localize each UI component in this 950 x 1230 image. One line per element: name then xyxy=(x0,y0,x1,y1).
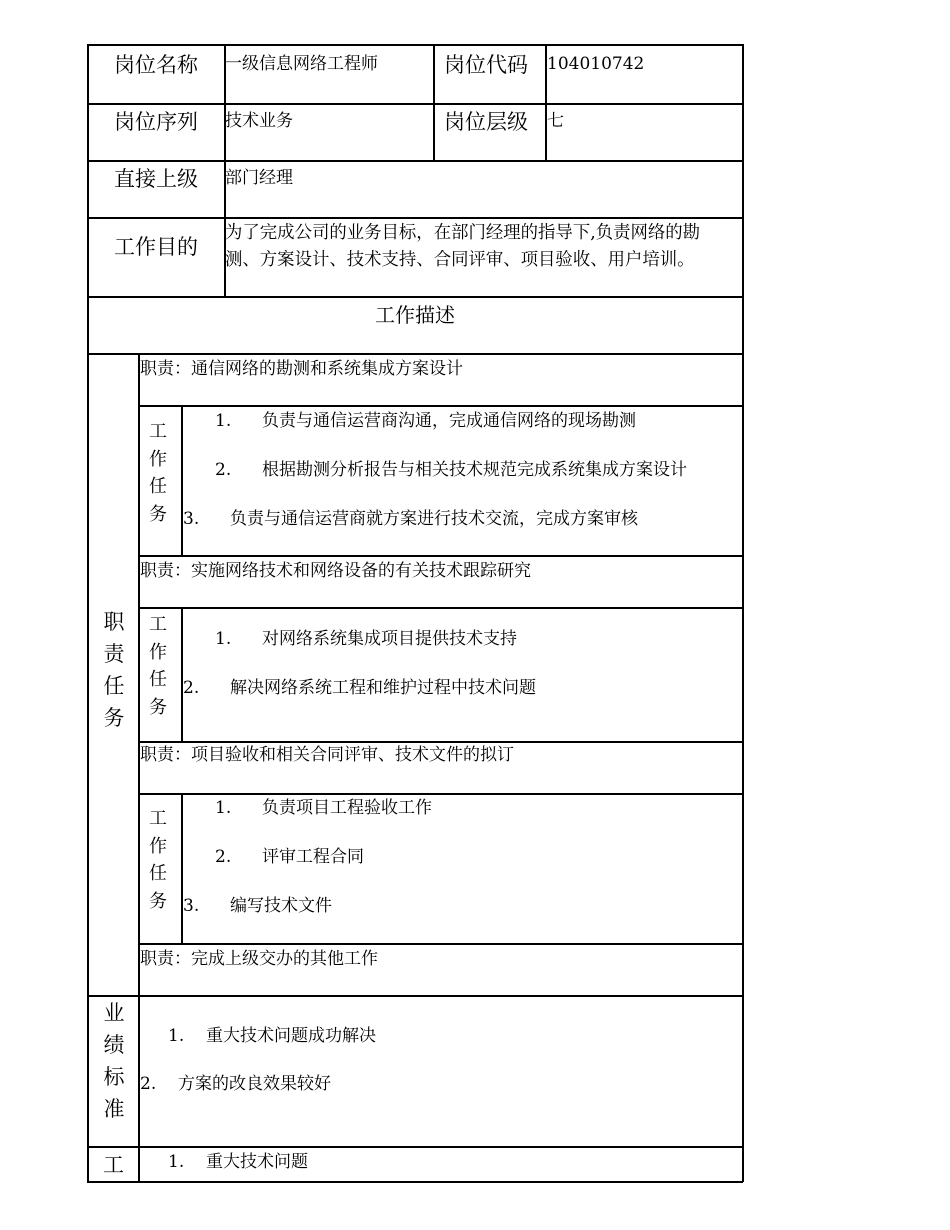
duty-1-task-2-text: 根据勘测分析报告与相关技术规范完成系统集成方案设计 xyxy=(262,460,687,480)
duty-2-task-1-text: 对网络系统集成项目提供技术支持 xyxy=(262,629,517,649)
duty-3-task-1-text: 负责项目工程验收工作 xyxy=(262,798,432,818)
duty-1-task-1-text: 负责与通信运营商沟通，完成通信网络的现场勘测 xyxy=(262,411,636,431)
duty-3-task-label: 工作任务 xyxy=(149,808,167,912)
duty-2-title: 职责：实施网络技术和网络设备的有关技术跟踪研究 xyxy=(140,561,531,581)
position-series-label: 岗位序列 xyxy=(114,110,198,134)
position-code-value: 104010742 xyxy=(547,54,645,74)
performance-item-2-text: 方案的改良效果较好 xyxy=(178,1074,331,1094)
duty-1-task-2-num: 2. xyxy=(215,460,232,480)
work-scope-label: 工 xyxy=(103,1153,124,1177)
superior-label: 直接上级 xyxy=(114,167,198,191)
purpose-label: 工作目的 xyxy=(114,235,198,259)
duty-4-title: 职责：完成上级交办的其他工作 xyxy=(140,949,378,969)
performance-label: 业绩标准 xyxy=(103,1001,125,1121)
purpose-line-2: 测、方案设计、技术支持、合同评审、项目验收、用户培训。 xyxy=(225,250,695,270)
position-level-value: 七 xyxy=(547,111,564,131)
duty-1-task-3-num: 3. xyxy=(183,509,200,529)
duty-1-title: 职责：通信网络的勘测和系统集成方案设计 xyxy=(140,359,463,379)
work-scope-item-1-num: 1. xyxy=(168,1152,185,1172)
performance-item-1-num: 1. xyxy=(168,1026,185,1046)
position-level-label: 岗位层级 xyxy=(444,110,528,134)
duty-3-title: 职责：项目验收和相关合同评审、技术文件的拟订 xyxy=(140,745,514,765)
performance-item-2-num: 2. xyxy=(140,1074,157,1094)
duty-2-task-2-text: 解决网络系统工程和维护过程中技术问题 xyxy=(230,678,536,698)
position-name-value: 一级信息网络工程师 xyxy=(225,54,378,74)
superior-value: 部门经理 xyxy=(225,168,293,188)
duty-2-task-2-num: 2. xyxy=(183,678,200,698)
duty-3-task-2-text: 评审工程合同 xyxy=(262,847,364,867)
duty-1-task-label: 工作任务 xyxy=(149,421,167,525)
duty-3-task-2-num: 2. xyxy=(215,847,232,867)
duty-3-task-3-text: 编写技术文件 xyxy=(230,896,332,916)
duty-1-task-3-text: 负责与通信运营商就方案进行技术交流，完成方案审核 xyxy=(230,509,638,529)
duty-2-task-1-num: 1. xyxy=(215,629,232,649)
position-code-label: 岗位代码 xyxy=(444,53,528,77)
performance-item-1-text: 重大技术问题成功解决 xyxy=(206,1026,376,1046)
duty-2-task-label: 工作任务 xyxy=(149,614,167,718)
duty-3-task-3-num: 3. xyxy=(183,896,200,916)
purpose-line-1: 为了完成公司的业务目标，在部门经理的指导下,负责网络的勘 xyxy=(225,223,701,243)
position-series-value: 技术业务 xyxy=(225,111,293,131)
work-description-title: 工作描述 xyxy=(375,303,455,327)
position-name-label: 岗位名称 xyxy=(114,53,198,77)
duty-1-task-1-num: 1. xyxy=(215,411,232,431)
duty-3-task-1-num: 1. xyxy=(215,798,232,818)
work-scope-item-1-text: 重大技术问题 xyxy=(206,1152,308,1172)
duties-section-label: 职责任务 xyxy=(103,610,125,730)
